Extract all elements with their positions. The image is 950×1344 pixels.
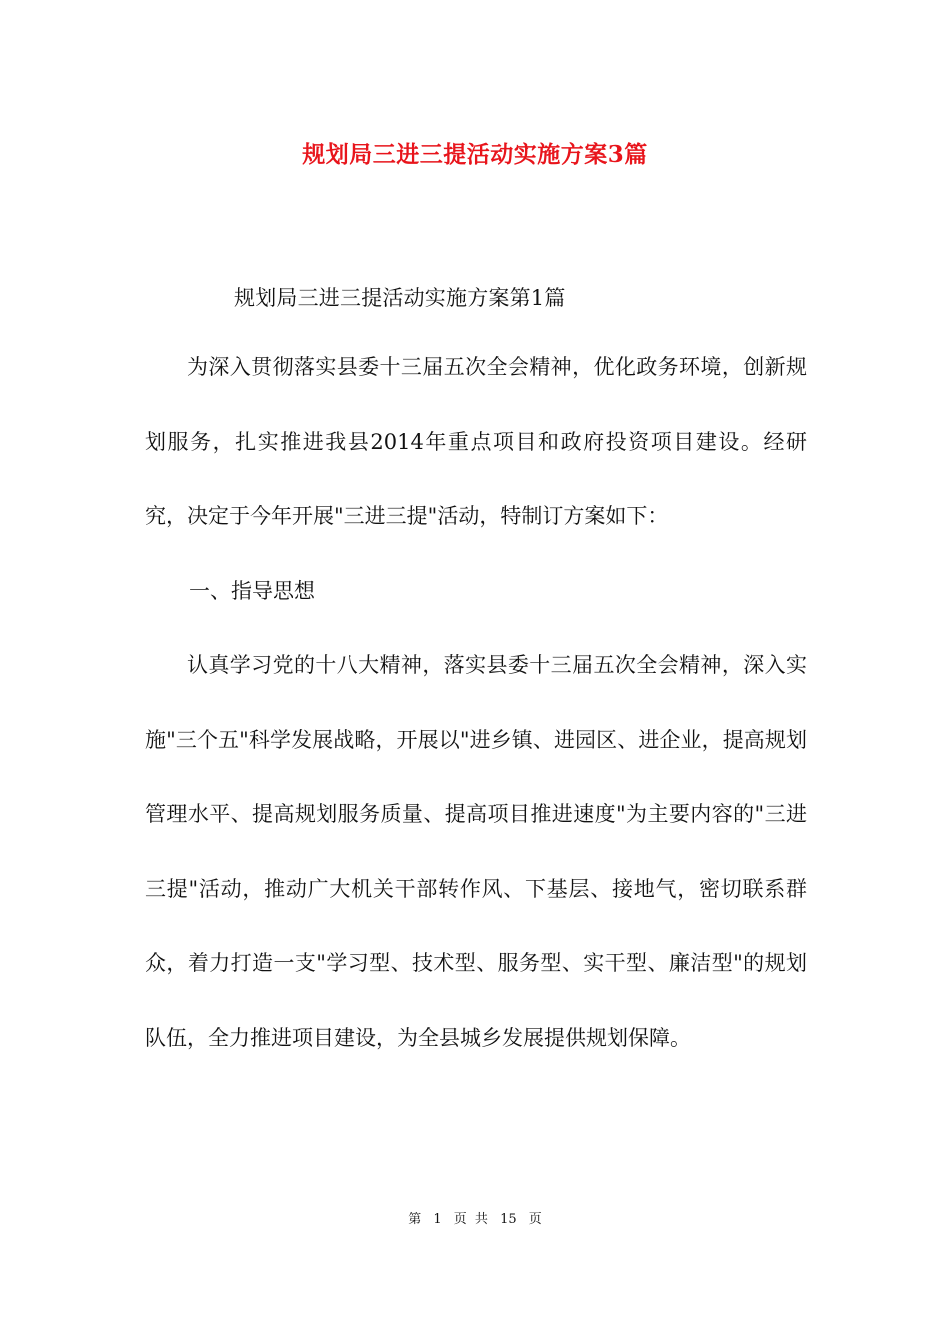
guidance-paragraph: 认真学习党的十八大精神，落实县委十三届五次全会精神，深入实施"三个五"科学发展战略，开展以"进乡镇、进园区、进企业，提高规划管理水平、提高规划服务质量、提高项目推进速度"为主要内容的"三进三提"活动，推动广大机关干部转作风、下基层、接地气，密切联系群众，着力打造一支"学习型、技术型、服务型、实干型、廉洁型"的规划队伍，全力推进项目建设，为全县城乡发展提供规划保障。 <box>145 653 807 1050</box>
footer-middle: 页 共 <box>453 1212 488 1227</box>
page-footer <box>0 1208 950 1227</box>
intro-paragraph: 为深入贯彻落实县委十三届五次全会精神，优化政务环境，创新规划服务，扎实推进我县2014年重点项目和政府投资项目建设。经研究，决定于今年开展"三进三提"活动，特制订方案如下： <box>145 355 807 528</box>
footer-prefix: 第 <box>408 1212 422 1227</box>
footer-suffix: 页 <box>528 1212 542 1227</box>
footer-total-pages: 15 <box>500 1212 517 1227</box>
footer-current-page: 1 <box>433 1212 442 1227</box>
document-subtitle: 规划局三进三提活动实施方案第1篇 <box>234 286 566 310</box>
section-heading: 一、指导思想 <box>189 579 315 603</box>
document-title: 规划局三进三提活动实施方案3篇 <box>302 141 648 168</box>
